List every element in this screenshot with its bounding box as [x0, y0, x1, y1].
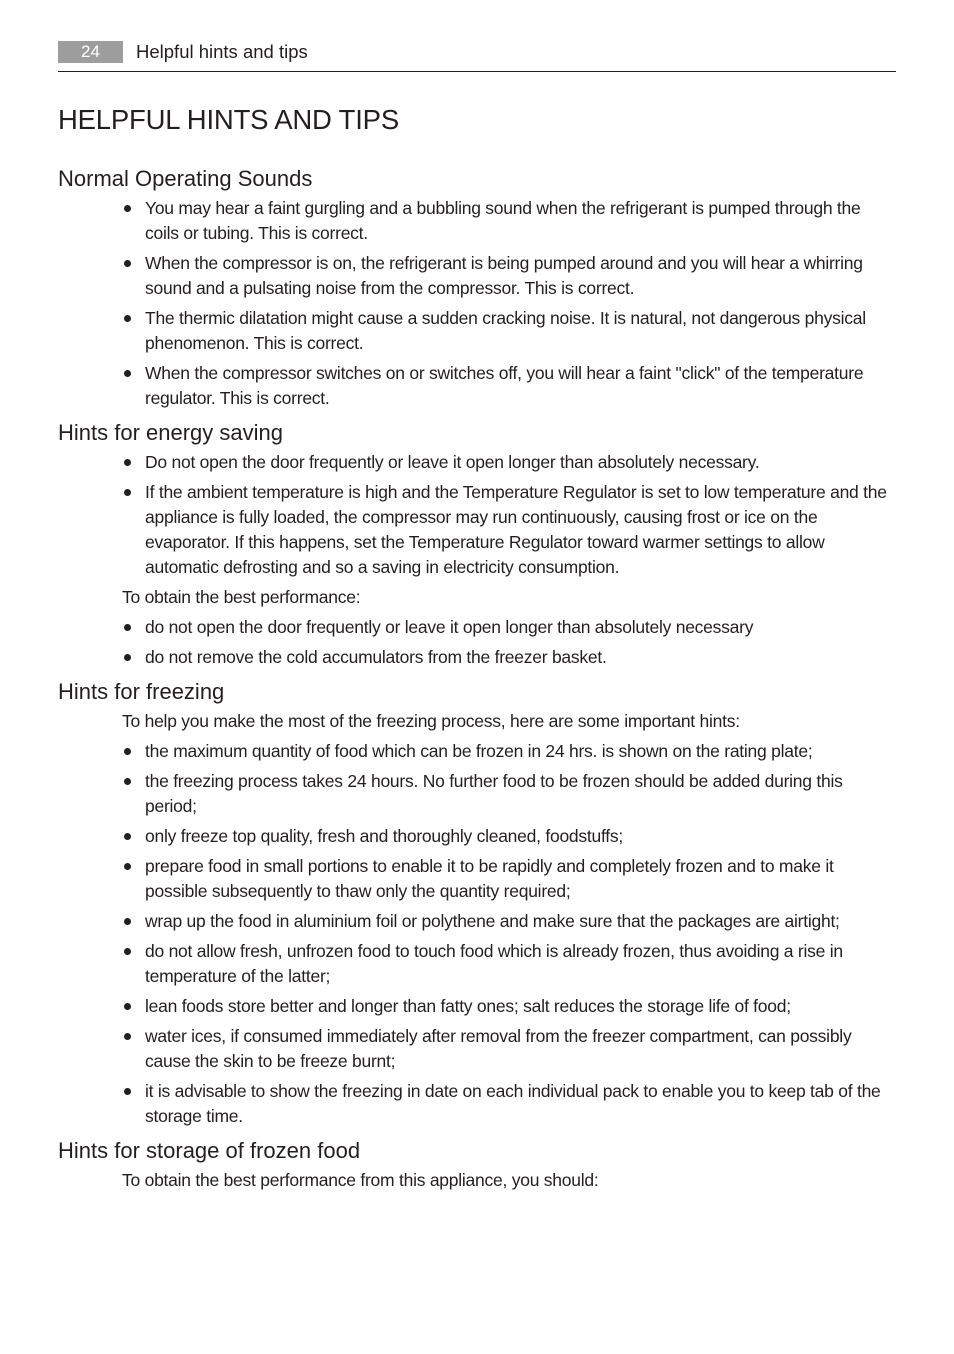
section-intro: To help you make the most of the freezing process, here are some important hints:: [122, 711, 740, 731]
list-item: When the compressor is on, the refrigerant is being pumped around and you will hear a whirring sound and a pulsating noise from the compressor. This is correct.: [122, 251, 896, 301]
page-title: HELPFUL HINTS AND TIPS: [58, 104, 399, 135]
page-number: 24: [58, 41, 123, 63]
page-content: [58, 100, 896, 1198]
running-title: Helpful hints and tips: [136, 41, 308, 62]
list-item: water ices, if consumed immediately after removal from the freezer compartment, can possibly cause the skin to be freeze burnt;: [122, 1024, 896, 1074]
section-normal-operating-sounds: [58, 162, 896, 411]
list-item: When the compressor switches on or switches off, you will hear a faint "click" of the temperature regulator. This is correct.: [122, 361, 896, 411]
section-intro: To obtain the best performance from this appliance, you should:: [122, 1170, 599, 1190]
bullet-list: [58, 196, 896, 411]
page-header: [58, 40, 896, 72]
list-item: If the ambient temperature is high and the Temperature Regulator is set to low temperature and the appliance is fully loaded, the compressor may run continuously, causing frost or ice on the evaporator. If this happens, set the Temperature Regulator toward warmer settings to allow automatic defrosting and so a saving in electricity consumption.: [122, 480, 896, 580]
list-item: it is advisable to show the freezing in date on each individual pack to enable you to keep tab of the storage time.: [122, 1079, 896, 1129]
section-note: To obtain the best performance:: [122, 587, 361, 607]
bullet-list: [58, 450, 896, 580]
section-heading: Hints for storage of frozen food: [58, 1138, 361, 1163]
section-hints-energy-saving: [58, 416, 896, 670]
section-heading: Normal Operating Sounds: [58, 166, 313, 191]
section-hints-storage-frozen-food: [58, 1134, 896, 1193]
list-item: prepare food in small portions to enable it to be rapidly and completely frozen and to make it possible subsequently to thaw only the quantity required;: [122, 854, 896, 904]
list-item: The thermic dilatation might cause a sudden cracking noise. It is natural, not dangerous physical phenomenon. This is correct.: [122, 306, 896, 356]
list-item: the freezing process takes 24 hours. No further food to be frozen should be added during this period;: [122, 769, 896, 819]
list-item: wrap up the food in aluminium foil or polythene and make sure that the packages are airtight;: [122, 909, 896, 934]
list-item: do not remove the cold accumulators from the freezer basket.: [122, 645, 896, 670]
section-heading: Hints for freezing: [58, 679, 225, 704]
list-item: do not open the door frequently or leave it open longer than absolutely necessary: [122, 615, 896, 640]
list-item: the maximum quantity of food which can be frozen in 24 hrs. is shown on the rating plate;: [122, 739, 896, 764]
list-item: You may hear a faint gurgling and a bubbling sound when the refrigerant is pumped through the coils or tubing. This is correct.: [122, 196, 896, 246]
bullet-list: [58, 739, 896, 1129]
section-hints-freezing: [58, 675, 896, 1129]
section-heading: Hints for energy saving: [58, 420, 283, 445]
list-item: do not allow fresh, unfrozen food to touch food which is already frozen, thus avoiding a rise in temperature of the latter;: [122, 939, 896, 989]
list-item: only freeze top quality, fresh and thoroughly cleaned, foodstuffs;: [122, 824, 896, 849]
list-item: lean foods store better and longer than fatty ones; salt reduces the storage life of food;: [122, 994, 896, 1019]
bullet-list: [58, 615, 896, 670]
list-item: Do not open the door frequently or leave it open longer than absolutely necessary.: [122, 450, 896, 475]
